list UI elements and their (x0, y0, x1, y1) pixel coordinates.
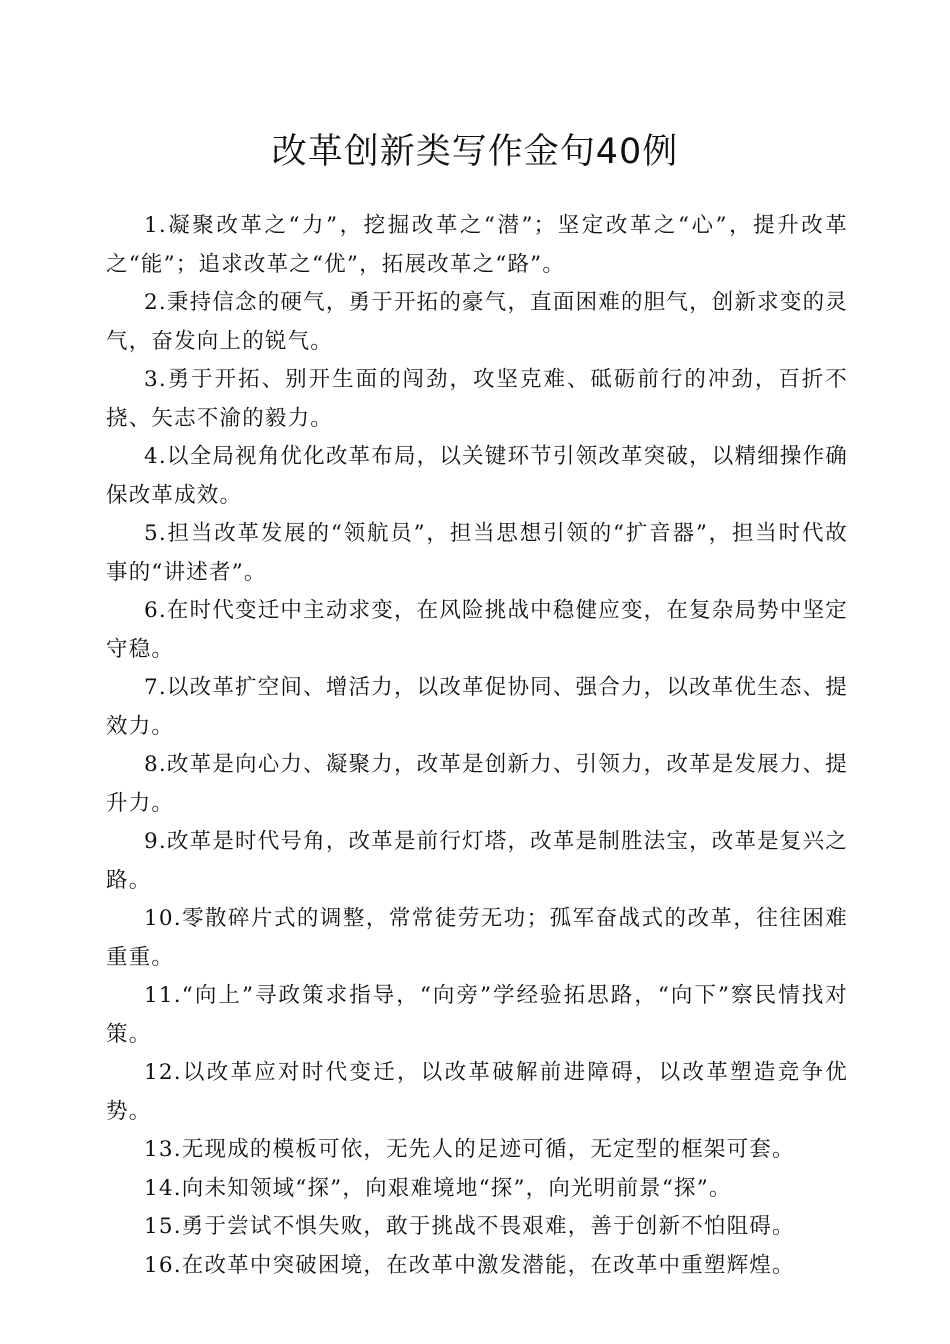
list-item: 12.以改革应对时代变迁，以改革破解前进障碍，以改革塑造竞争优势。 (106, 1060, 848, 1124)
list-item: 11.“向上”寻政策求指导，“向旁”学经验拓思路，“向下”察民情找对策。 (106, 983, 848, 1047)
list-item: 9.改革是时代号角，改革是前行灯塔，改革是制胜法宝，改革是复兴之路。 (106, 829, 848, 893)
list-item: 8.改革是向心力、凝聚力，改革是创新力、引领力，改革是发展力、提升力。 (106, 752, 848, 816)
sentence-list (106, 207, 848, 1285)
list-item: 6.在时代变迁中主动求变，在风险挑战中稳健应变，在复杂局势中坚定守稳。 (106, 598, 848, 662)
list-item: 15.勇于尝试不惧失败，敢于挑战不畏艰难，善于创新不怕阻碍。 (144, 1214, 795, 1239)
list-item: 1.凝聚改革之“力”，挖掘改革之“潜”；坚定改革之“心”，提升改革之“能”；追求改革之“优”，拓展改革之“路”。 (106, 213, 848, 277)
list-item: 13.无现成的模板可依，无先人的足迹可循，无定型的框架可套。 (144, 1137, 795, 1162)
list-item: 7.以改革扩空间、增活力，以改革促协同、强合力，以改革优生态、提效力。 (106, 675, 848, 739)
list-item: 5.担当改革发展的“领航员”，担当思想引领的“扩音器”，担当时代故事的“讲述者”。 (106, 521, 848, 585)
list-item: 16.在改革中突破困境，在改革中激发潜能，在改革中重塑辉煌。 (144, 1252, 795, 1278)
list-item: 14.向未知领域“探”，向艰难境地“探”，向光明前景“探”。 (144, 1175, 732, 1201)
list-item: 2.秉持信念的硬气，勇于开拓的豪气，直面困难的胆气，创新求变的灵气，奋发向上的锐气。 (106, 290, 848, 354)
page-title: 改革创新类写作金句40例 (271, 132, 679, 172)
list-item: 3.勇于开拓、别开生面的闯劲，攻坚克难、砥砺前行的冲劲，百折不挠、矢志不渝的毅力。 (106, 367, 848, 431)
list-item: 4.以全局视角优化改革布局，以关键环节引领改革突破，以精细操作确保改革成效。 (106, 444, 848, 508)
list-item: 10.零散碎片式的调整，常常徒劳无功；孤军奋战式的改革，往往困难重重。 (106, 906, 848, 970)
